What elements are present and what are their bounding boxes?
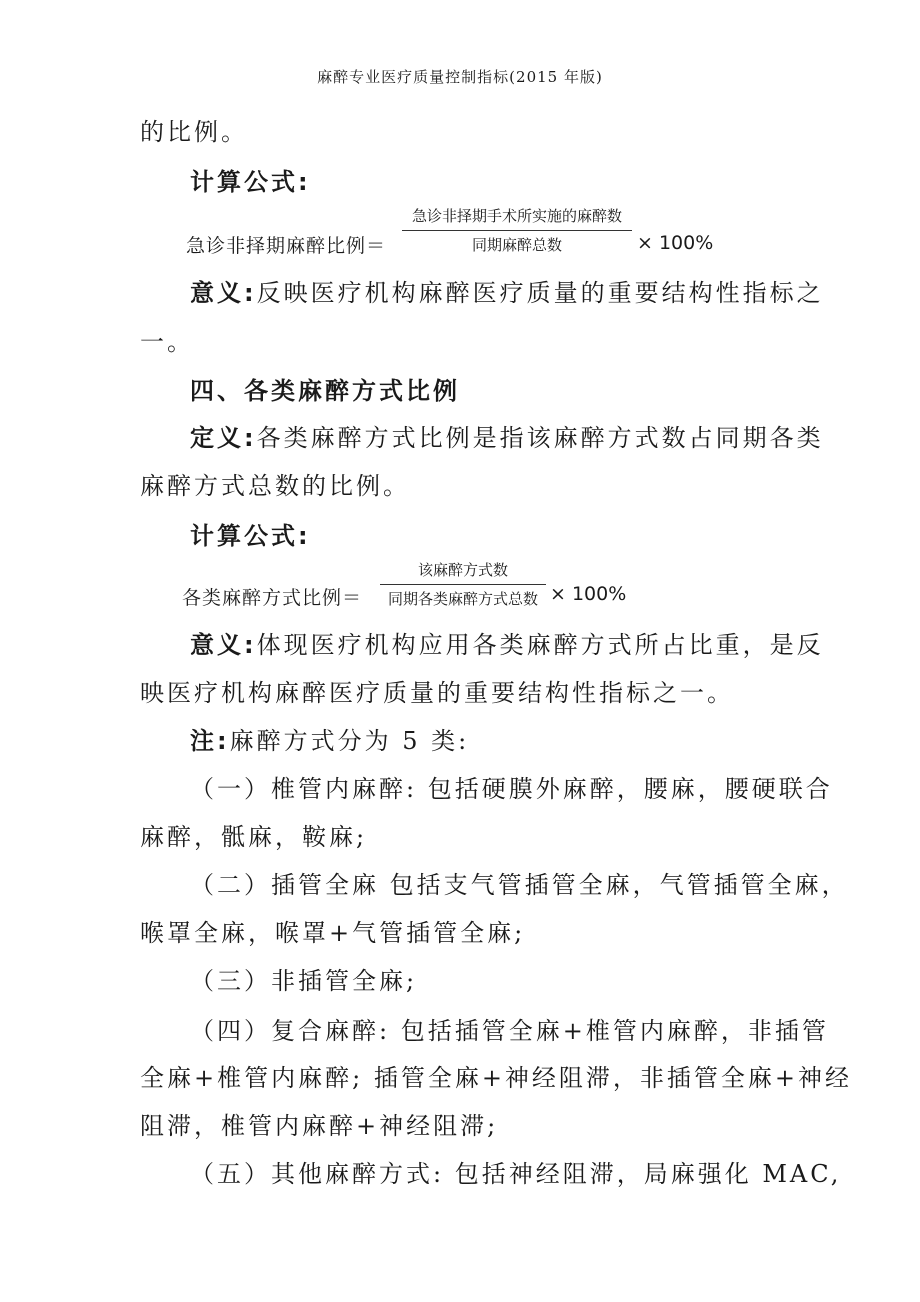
formula-fraction	[402, 205, 632, 255]
formula-fraction	[380, 559, 546, 609]
formula-lhs: 各类麻醉方式比例＝	[182, 587, 363, 609]
formula-numerator: 该麻醉方式数	[380, 559, 546, 585]
list-item-continuation: 喉罩全麻，喉罩+气管插管全麻;	[140, 919, 526, 947]
formula-numerator: 急诊非择期手术所实施的麻醉数	[402, 205, 632, 231]
section-heading: 四、各类麻醉方式比例	[190, 377, 460, 405]
formula-multiplier: × 100%	[637, 232, 714, 254]
formula-denominator: 同期各类麻醉方式总数	[387, 590, 538, 608]
note-text: 麻醉方式分为 5 类:	[229, 727, 470, 755]
definition-line	[190, 418, 824, 453]
definition-text: 各类麻醉方式比例是指该麻醉方式数占同期各类	[256, 424, 824, 452]
significance-line	[190, 273, 824, 308]
significance-line	[190, 625, 824, 660]
formula-lhs: 急诊非择期麻醉比例＝	[186, 235, 387, 257]
significance-label: 意义:	[190, 631, 257, 659]
page-header: 麻醉专业医疗质量控制指标(2015 年版)	[317, 68, 603, 86]
calc-formula-heading: 计算公式:	[190, 168, 311, 196]
list-item: （三）非插管全麻;	[190, 967, 418, 995]
significance-text: 体现医疗机构应用各类麻醉方式所占比重，是反	[256, 631, 824, 659]
list-item-continuation: 阻滞，椎管内麻醉+神经阻滞;	[140, 1112, 499, 1140]
list-item: （一）椎管内麻醉: 包括硬膜外麻醉，腰麻，腰硬联合	[190, 775, 833, 803]
list-item: （四）复合麻醉: 包括插管全麻+椎管内麻醉，非插管	[190, 1017, 829, 1045]
formula-denominator: 同期麻醉总数	[471, 236, 562, 254]
note-label: 注:	[190, 727, 230, 755]
definition-label: 定义:	[190, 424, 257, 452]
list-item: （二）插管全麻 包括支气管插管全麻，气管插管全麻，	[190, 871, 849, 899]
paragraph-line: 麻醉方式总数的比例。	[140, 472, 410, 500]
list-item: （五）其他麻醉方式: 包括神经阻滞，局麻强化 MAC,	[190, 1160, 842, 1188]
note-line	[190, 721, 469, 756]
paragraph-line: 一。	[140, 328, 194, 356]
significance-text: 反映医疗机构麻醉医疗质量的重要结构性指标之	[256, 279, 824, 307]
paragraph-line: 映医疗机构麻醉医疗质量的重要结构性指标之一。	[140, 679, 734, 707]
list-item-continuation: 麻醉，骶麻，鞍麻;	[140, 823, 368, 851]
significance-label: 意义:	[190, 279, 257, 307]
formula-multiplier: × 100%	[550, 583, 627, 605]
paragraph-line: 的比例。	[140, 118, 248, 146]
list-item-continuation: 全麻+椎管内麻醉; 插管全麻+神经阻滞，非插管全麻+神经	[140, 1064, 853, 1092]
calc-formula-heading: 计算公式:	[190, 522, 311, 550]
